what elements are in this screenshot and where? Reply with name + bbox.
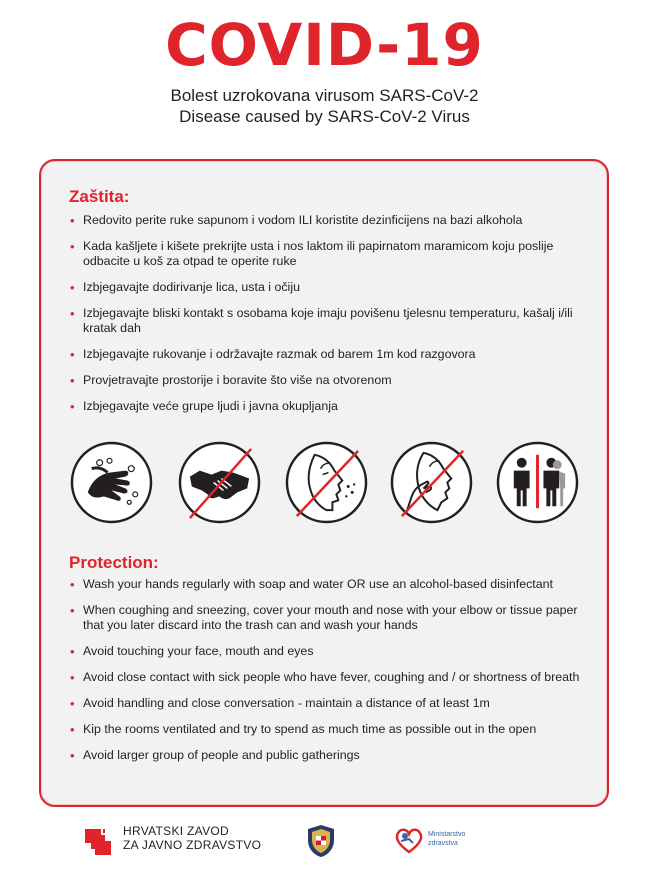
list-item: • When coughing and sneezing, cover your mouth and nose with your elbow or tissue paper that you later discard into the trash can and wash your hands xyxy=(69,603,589,633)
list-item: • Izbjegavajte veće grupe ljudi i javna okupljanja xyxy=(69,399,589,414)
social-distancing-icon xyxy=(496,441,579,524)
hzjz-line-1: HRVATSKI ZAVOD xyxy=(123,824,229,838)
ministry-line-1: Ministarstvo xyxy=(428,831,466,838)
list-item: • Izbjegavajte dodirivanje lica, usta i očiju xyxy=(69,280,589,295)
ministry-logo-icon xyxy=(394,826,424,854)
list-item: • Avoid handling and close conversation - maintain a distance of at least 1m xyxy=(69,696,589,711)
list-item: • Avoid larger group of people and public gatherings xyxy=(69,748,589,763)
no-handshake-icon xyxy=(178,441,261,524)
protection-list-english xyxy=(69,577,589,774)
section-title-croatian: Zaštita: xyxy=(69,187,130,206)
list-item: • Avoid close contact with sick people who have fever, coughing and / or shortness of breath xyxy=(69,670,589,685)
footer-logos xyxy=(0,820,649,874)
subtitle-english: Disease caused by SARS-CoV-2 Virus xyxy=(179,107,470,126)
section-title-english: Protection: xyxy=(69,553,159,572)
hzjz-logo-icon xyxy=(83,827,113,857)
pictogram-row xyxy=(70,441,580,525)
list-item: • Redovito perite ruke sapunom i vodom ILI koristite dezinficijens na bazi alkohola xyxy=(69,213,589,228)
hzjz-line-2: ZA JAVNO ZDRAVSTVO xyxy=(123,838,262,852)
hand-washing-icon xyxy=(70,441,153,524)
list-item: • Wash your hands regularly with soap and water OR use an alcohol-based disinfectant xyxy=(69,577,589,592)
protection-list-croatian xyxy=(69,213,589,425)
ministry-line-2: zdravstva xyxy=(428,840,458,847)
ministry-name xyxy=(428,830,465,848)
list-item: • Avoid touching your face, mouth and eyes xyxy=(69,644,589,659)
page-title: COVID-19 xyxy=(165,11,484,79)
hzjz-name xyxy=(123,824,261,852)
list-item: • Izbjegavajte bliski kontakt s osobama koje imaju povišenu tjelesnu temperaturu, kašalj i/ili kratak dah xyxy=(69,306,589,336)
list-item: • Kada kašljete i kišete prekrijte usta i nos laktom ili papirnatom maramicom koju poslije odbacite u koš za otpad te operite ruke xyxy=(69,239,589,269)
police-badge-icon xyxy=(306,824,336,858)
no-face-touching-icon xyxy=(390,441,473,524)
list-item: • Izbjegavajte rukovanje i održavajte razmak od barem 1m kod razgovora xyxy=(69,347,589,362)
subtitle-croatian: Bolest uzrokovana virusom SARS-CoV-2 xyxy=(170,86,479,105)
no-coughing-icon xyxy=(285,441,368,524)
list-item: • Provjetravajte prostorije i boravite što više na otvorenom xyxy=(69,373,589,388)
list-item: • Kip the rooms ventilated and try to spend as much time as possible out in the open xyxy=(69,722,589,737)
